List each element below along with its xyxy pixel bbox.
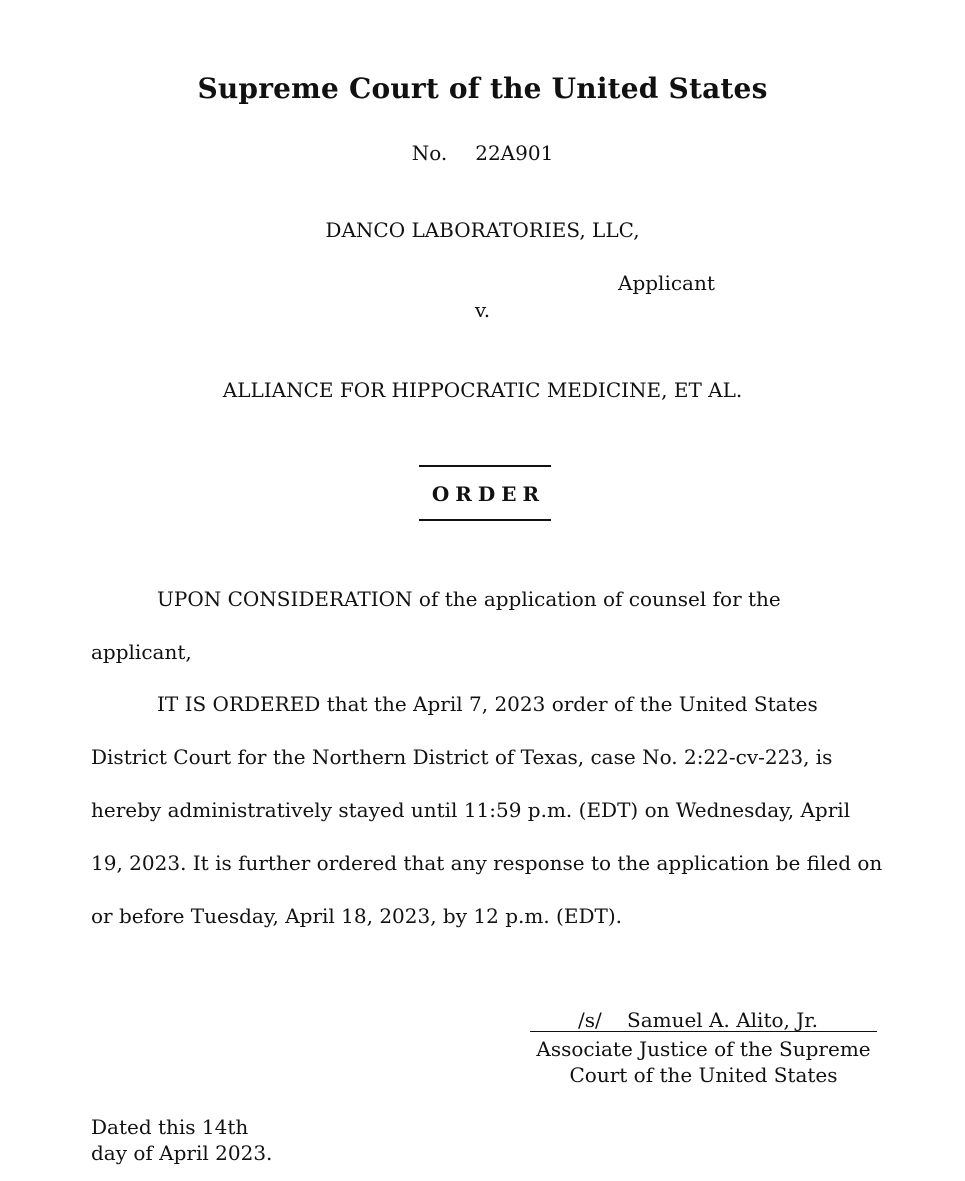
signatory-title-line-2: Court of the United States	[569, 1063, 838, 1087]
dated-line-2: day of April 2023.	[91, 1141, 273, 1165]
signatory-title-line-1: Associate Justice of the Supreme	[536, 1037, 871, 1061]
respondent-name: ALLIANCE FOR HIPPOCRATIC MEDICINE, ET AL.	[222, 378, 743, 402]
paragraph-line: UPON CONSIDERATION of the application of counsel for the	[157, 587, 781, 611]
docket-number: 22A901	[475, 141, 554, 165]
court-title: Supreme Court of the United States	[197, 72, 768, 105]
signatory-name: Samuel A. Alito, Jr.	[627, 1008, 818, 1032]
signature-line	[530, 1009, 877, 1032]
paragraph-line: hereby administratively stayed until 11:59 p.m. (EDT) on Wednesday, April	[91, 798, 851, 822]
dated-line-1: Dated this 14th	[91, 1115, 249, 1139]
paragraph-line: or before Tuesday, April 18, 2023, by 12 p.m. (EDT).	[91, 904, 622, 928]
order-heading-bottom-rule	[419, 519, 551, 521]
applicant-name: DANCO LABORATORIES, LLC,	[325, 218, 640, 242]
paragraph-line: District Court for the Northern District of Texas, case No. 2:22-cv-223, is	[91, 745, 833, 769]
docket-prefix: No.	[411, 141, 448, 165]
signature-mark: /s/	[578, 1008, 602, 1032]
versus-label: v.	[474, 298, 491, 322]
docket-number-line	[0, 141, 965, 165]
order-heading: ORDER	[431, 482, 546, 506]
applicant-role-label: Applicant	[618, 271, 715, 295]
paragraph-line: 19, 2023. It is further ordered that any response to the application be filed on	[91, 851, 883, 875]
paragraph-line: IT IS ORDERED that the April 7, 2023 order of the United States	[157, 692, 818, 716]
order-heading-top-rule	[419, 465, 551, 467]
paragraph-line: applicant,	[91, 640, 192, 664]
